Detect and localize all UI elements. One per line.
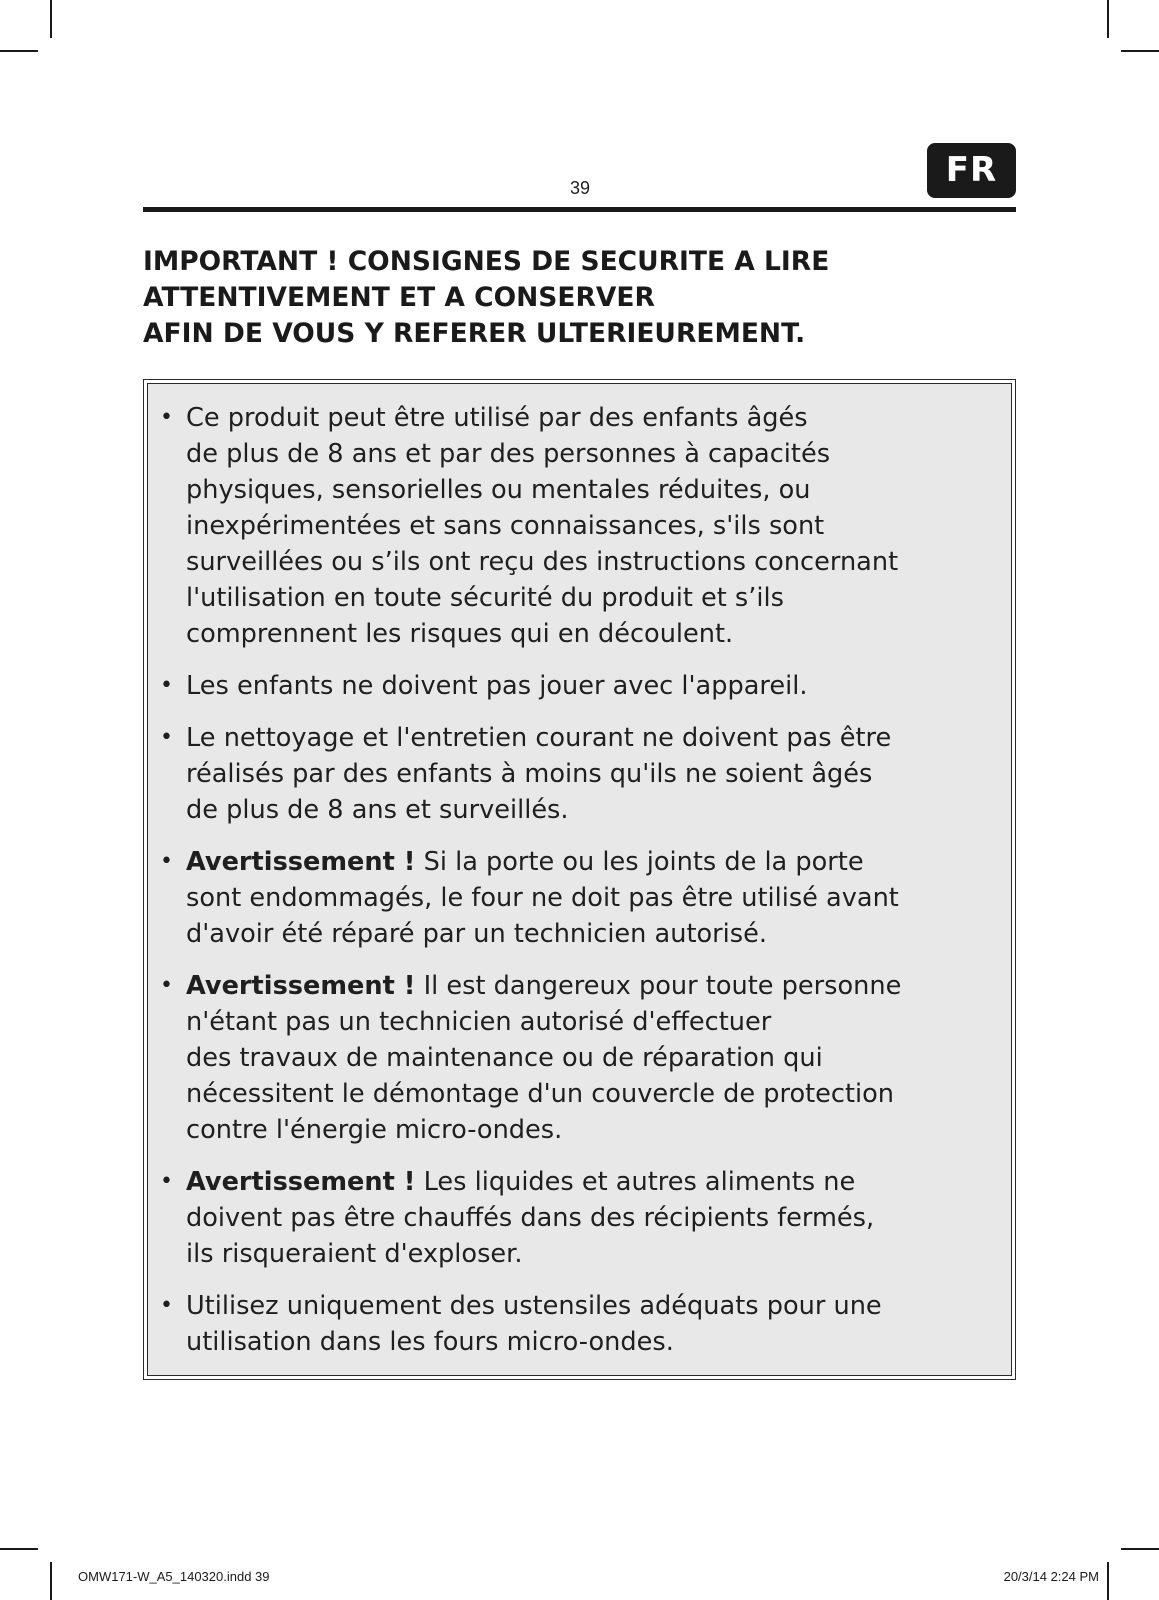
item-line: physiques, sensorielles ou mentales réduites, ou <box>186 475 811 505</box>
item-line: l'utilisation en toute sécurité du produit et s’ils <box>186 583 784 613</box>
item-line: comprennent les risques qui en découlent. <box>186 619 734 649</box>
item-line: Les enfants ne doivent pas jouer avec l'appareil. <box>186 671 808 701</box>
page-number: 39 <box>569 178 591 198</box>
item-line <box>186 844 1005 880</box>
warning-label: Avertissement ! <box>186 1167 416 1197</box>
list-item <box>148 720 1011 828</box>
list-item <box>148 844 1011 952</box>
bullet-icon: • <box>160 405 173 430</box>
item-line: Utilisez uniquement des ustensiles adéquats pour une <box>186 1291 882 1321</box>
title-line: AFIN DE VOUS Y REFERER ULTERIEUREMENT. <box>143 318 806 349</box>
item-line: Ce produit peut être utilisé par des enfants âgés <box>186 403 808 433</box>
item-line: ils risqueraient d'exploser. <box>186 1239 523 1269</box>
title-line: IMPORTANT ! CONSIGNES DE SECURITE A LIRE <box>143 246 830 277</box>
list-item <box>148 1164 1011 1272</box>
list-item <box>148 668 1011 704</box>
bullet-icon: • <box>160 1293 173 1318</box>
safety-instructions-list <box>148 400 1011 1376</box>
item-line: inexpérimentées et sans connaissances, s'ils sont <box>186 511 825 541</box>
item-line: doivent pas être chauffés dans des récipients fermés, <box>186 1203 875 1233</box>
item-text: Les liquides et autres aliments ne <box>415 1167 856 1197</box>
crop-mark <box>50 1562 52 1600</box>
footer-file-info: OMW171-W_A5_140320.indd 39 <box>78 1569 270 1584</box>
item-line: réalisés par des enfants à moins qu'ils ne soient âgés <box>186 759 873 789</box>
item-line: surveillées ou s’ils ont reçu des instructions concernant <box>186 547 899 577</box>
warning-label: Avertissement ! <box>186 971 416 1001</box>
item-line: des travaux de maintenance ou de réparation qui <box>186 1043 823 1073</box>
footer-timestamp: 20/3/14 2:24 PM <box>1003 1569 1099 1584</box>
list-item <box>148 400 1011 652</box>
warning-label: Avertissement ! <box>186 847 416 877</box>
header-rule <box>143 207 1016 212</box>
item-line: de plus de 8 ans et surveillés. <box>186 795 569 825</box>
item-line: de plus de 8 ans et par des personnes à capacités <box>186 439 831 469</box>
crop-mark <box>0 50 38 52</box>
item-line <box>186 968 1005 1004</box>
item-line: d'avoir été réparé par un technicien autorisé. <box>186 919 767 949</box>
crop-mark <box>1121 50 1159 52</box>
item-text: Il est dangereux pour toute personne <box>415 971 902 1001</box>
title-line: ATTENTIVEMENT ET A CONSERVER <box>143 282 655 313</box>
crop-mark <box>1107 0 1109 38</box>
safety-instructions-panel <box>147 383 1012 1376</box>
bullet-icon: • <box>160 725 173 750</box>
list-item <box>148 968 1011 1148</box>
crop-mark <box>0 1548 38 1550</box>
item-line: contre l'énergie micro-ondes. <box>186 1115 563 1145</box>
item-line: n'étant pas un technicien autorisé d'effectuer <box>186 1007 772 1037</box>
item-line: Le nettoyage et l'entretien courant ne doivent pas être <box>186 723 892 753</box>
crop-mark <box>50 0 52 38</box>
page-title <box>143 244 1016 352</box>
list-item <box>148 1288 1011 1360</box>
crop-mark <box>1121 1548 1159 1550</box>
item-line: sont endommagés, le four ne doit pas être utilisé avant <box>186 883 899 913</box>
item-line <box>186 1164 1005 1200</box>
item-line: utilisation dans les fours micro-ondes. <box>186 1327 674 1357</box>
bullet-icon: • <box>160 849 173 874</box>
item-text: Si la porte ou les joints de la porte <box>415 847 864 877</box>
bullet-icon: • <box>160 673 173 698</box>
crop-mark <box>1107 1562 1109 1600</box>
item-line: nécessitent le démontage d'un couvercle de protection <box>186 1079 894 1109</box>
bullet-icon: • <box>160 973 173 998</box>
bullet-icon: • <box>160 1169 173 1194</box>
safety-instructions-box <box>143 379 1016 1380</box>
language-badge: FR <box>927 143 1016 198</box>
